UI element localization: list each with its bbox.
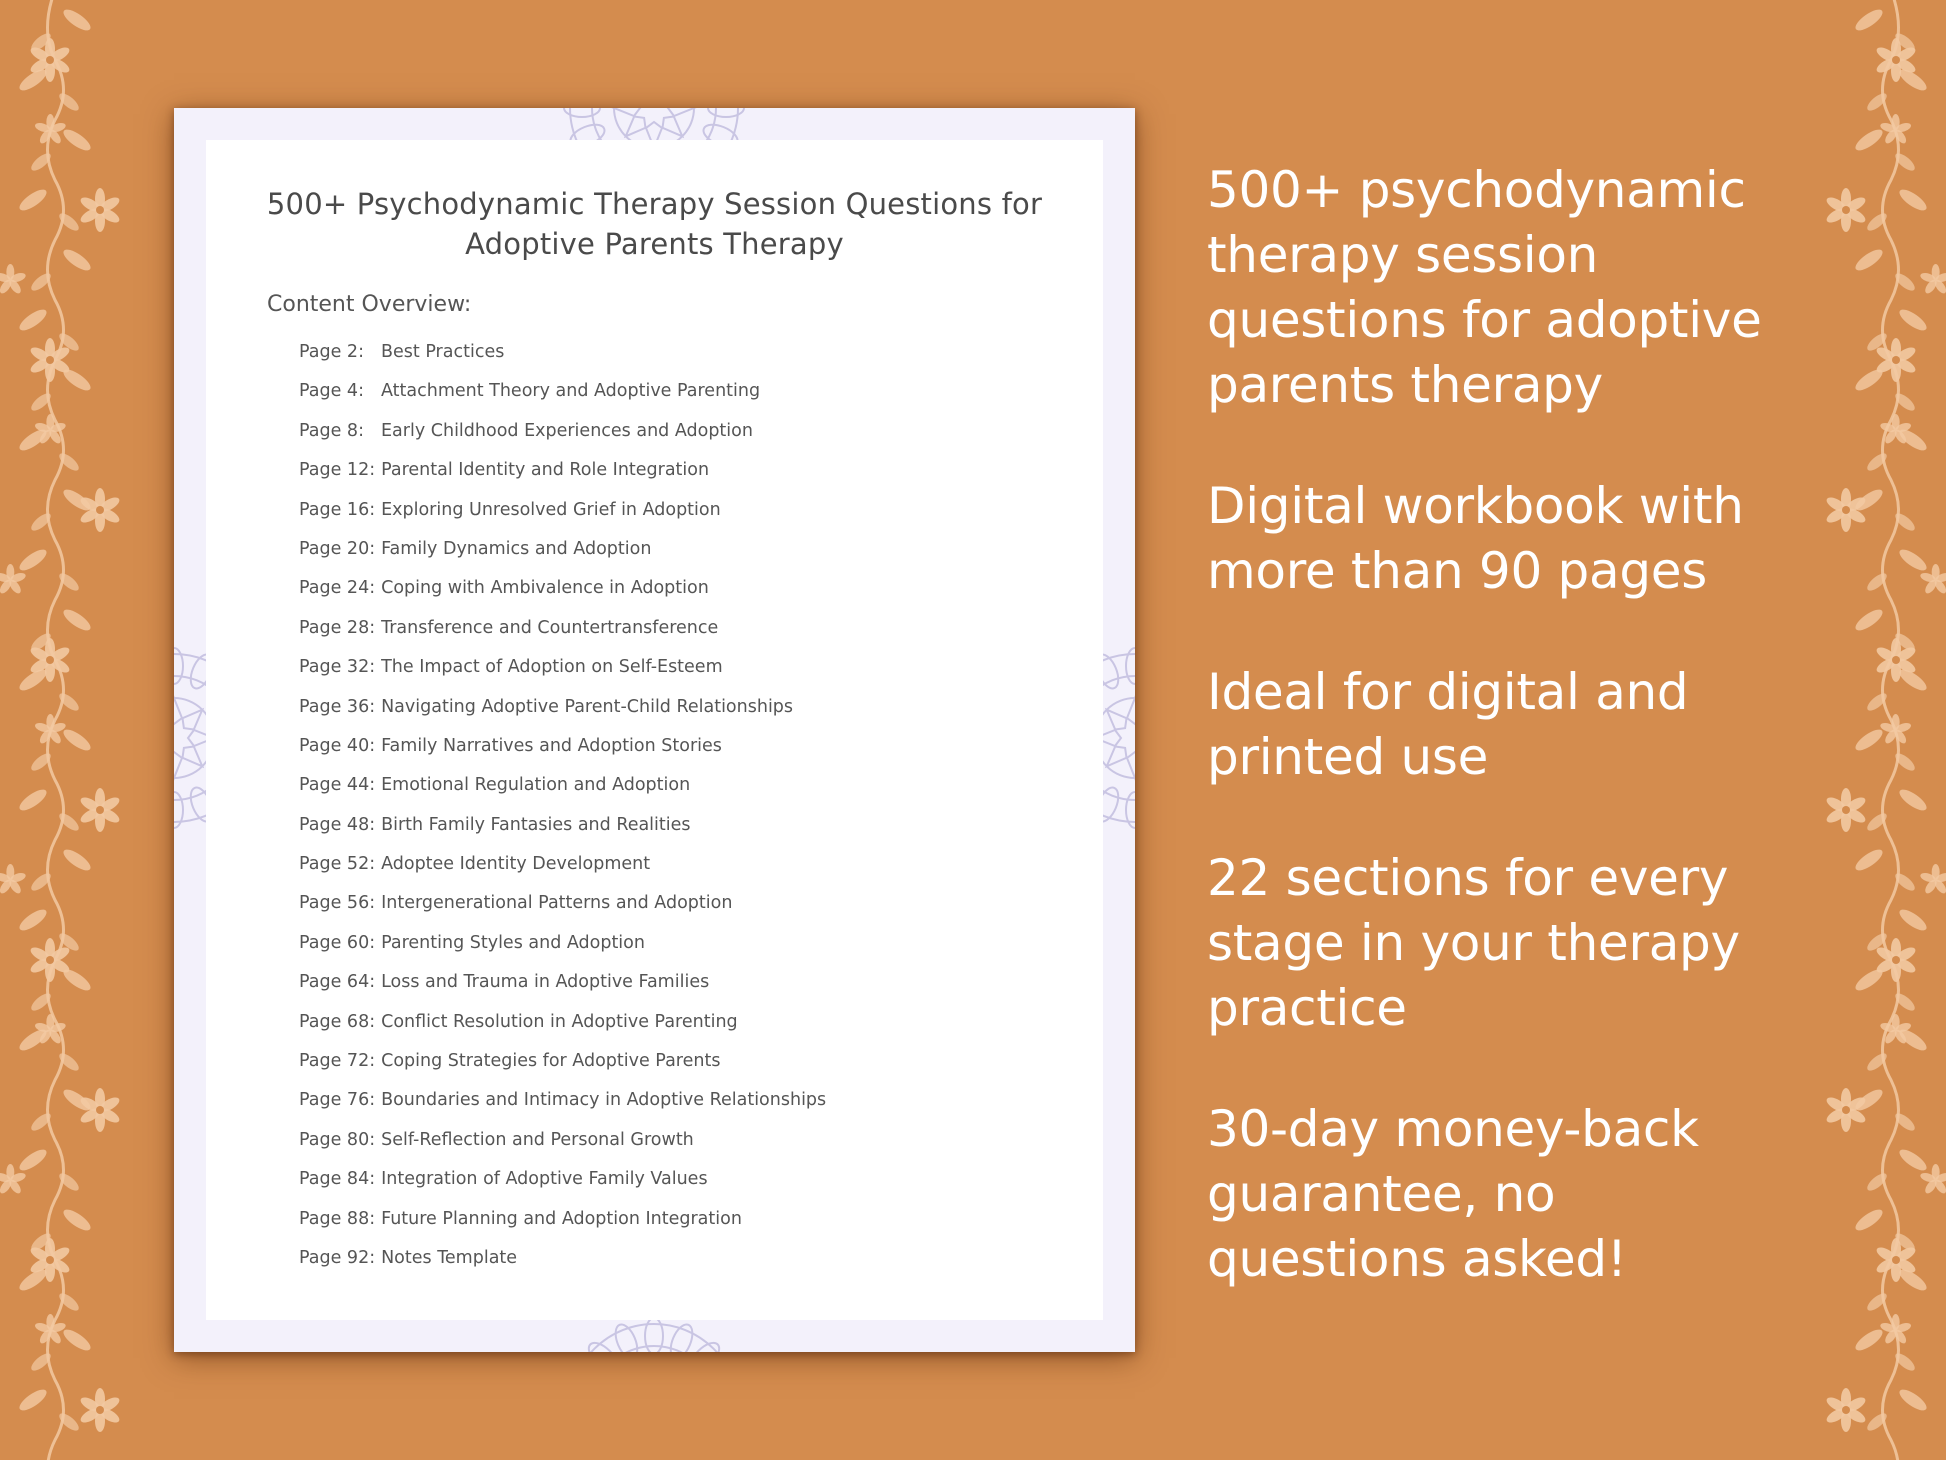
- toc-section-title: Boundaries and Intimacy in Adoptive Relationships: [381, 1090, 827, 1111]
- toc-entry: [299, 379, 826, 418]
- toc-page-number: Page 44:: [299, 775, 376, 796]
- toc-page-number: Page 48:: [299, 814, 376, 835]
- feature-text-line: Digital workbook with: [1207, 477, 1744, 535]
- toc-page-number: Page 68:: [299, 1011, 376, 1032]
- feature-text-line: stage in your therapy: [1207, 914, 1740, 972]
- toc-page-number: Page 76:: [299, 1090, 376, 1111]
- toc-section-title: Parenting Styles and Adoption: [381, 932, 645, 953]
- toc-entry: [299, 616, 826, 655]
- toc-page-number: Page 60:: [299, 932, 376, 953]
- feature-text-line: guarantee, no: [1207, 1165, 1556, 1223]
- toc-page-number: Page 84:: [299, 1169, 376, 1190]
- toc-entry: [299, 1010, 826, 1049]
- content-overview-heading: Content Overview:: [267, 292, 472, 317]
- toc-entry: [299, 970, 826, 1009]
- toc-page-number: Page 24:: [299, 578, 376, 599]
- table-of-contents: [299, 340, 826, 1285]
- toc-section-title: Navigating Adoptive Parent-Child Relationships: [381, 696, 794, 717]
- toc-section-title: Parental Identity and Role Integration: [381, 460, 710, 481]
- toc-section-title: Intergenerational Patterns and Adoption: [381, 893, 733, 914]
- toc-section-title: Coping Strategies for Adoptive Parents: [381, 1051, 721, 1072]
- toc-page-number: Page 8:: [299, 420, 364, 441]
- toc-entry: [299, 340, 826, 379]
- toc-section-title: Exploring Unresolved Grief in Adoption: [381, 499, 721, 520]
- toc-section-title: Early Childhood Experiences and Adoption: [381, 420, 753, 441]
- toc-page-number: Page 4:: [299, 381, 364, 402]
- feature-text-line: practice: [1207, 979, 1407, 1037]
- toc-page-number: Page 40:: [299, 735, 376, 756]
- toc-entry: [299, 1246, 826, 1285]
- toc-entry: [299, 537, 826, 576]
- feature-text-line: Ideal for digital and: [1207, 663, 1689, 721]
- toc-entry: [299, 931, 826, 970]
- toc-entry: [299, 695, 826, 734]
- toc-page-number: Page 52:: [299, 854, 376, 875]
- toc-section-title: Birth Family Fantasies and Realities: [381, 814, 691, 835]
- toc-entry: [299, 813, 826, 852]
- toc-entry: [299, 576, 826, 615]
- toc-page-number: Page 2:: [299, 342, 364, 362]
- toc-section-title: Emotional Regulation and Adoption: [381, 775, 691, 796]
- toc-entry: [299, 773, 826, 812]
- feature-text-block: [1207, 846, 1847, 1041]
- toc-page-number: Page 20:: [299, 538, 376, 559]
- toc-page-number: Page 16:: [299, 499, 376, 520]
- document-title-line: Adoptive Parents Therapy: [465, 227, 844, 261]
- toc-entry: [299, 891, 826, 930]
- feature-text-line: printed use: [1207, 728, 1489, 786]
- toc-page-number: Page 36:: [299, 696, 376, 717]
- toc-page-number: Page 28:: [299, 617, 376, 638]
- feature-text-line: 30-day money-back: [1207, 1100, 1699, 1158]
- feature-text-block: [1207, 474, 1847, 604]
- toc-section-title: Transference and Countertransference: [381, 617, 719, 638]
- toc-section-title: Conflict Resolution in Adoptive Parenting: [381, 1011, 738, 1032]
- floral-vine-left-icon: [0, 0, 140, 1460]
- feature-text-line: parents therapy: [1207, 356, 1603, 414]
- toc-page-number: Page 80:: [299, 1129, 376, 1150]
- feature-text-block: [1207, 158, 1847, 418]
- toc-section-title: Loss and Trauma in Adoptive Families: [381, 972, 710, 993]
- toc-entry: [299, 1207, 826, 1246]
- toc-section-title: Best Practices: [381, 342, 505, 362]
- toc-entry: [299, 1049, 826, 1088]
- feature-text-line: questions asked!: [1207, 1230, 1627, 1288]
- toc-section-title: Family Dynamics and Adoption: [381, 538, 652, 559]
- toc-page-number: Page 88:: [299, 1208, 376, 1229]
- toc-section-title: Family Narratives and Adoption Stories: [381, 735, 722, 756]
- toc-section-title: Integration of Adoptive Family Values: [381, 1169, 708, 1190]
- toc-section-title: Adoptee Identity Development: [381, 854, 651, 875]
- toc-entry: [299, 852, 826, 891]
- toc-section-title: Notes Template: [381, 1247, 518, 1268]
- toc-page-number: Page 32:: [299, 657, 376, 678]
- toc-section-title: Self-Reflection and Personal Growth: [381, 1129, 694, 1150]
- toc-entry: [299, 1128, 826, 1167]
- toc-section-title: The Impact of Adoption on Self-Esteem: [381, 657, 723, 678]
- feature-text-block: [1207, 1097, 1847, 1292]
- toc-page-number: Page 56:: [299, 893, 376, 914]
- mandala-bottom-icon: [504, 1318, 804, 1352]
- feature-text-line: 500+ psychodynamic: [1207, 161, 1746, 219]
- toc-page-number: Page 72:: [299, 1051, 376, 1072]
- document-content-area: [206, 140, 1103, 1320]
- document-page-preview: [174, 108, 1135, 1352]
- feature-text-line: 22 sections for every: [1207, 849, 1729, 907]
- toc-section-title: Coping with Ambivalence in Adoption: [381, 578, 709, 599]
- feature-text-block: [1207, 660, 1847, 790]
- toc-entry: [299, 458, 826, 497]
- toc-entry: [299, 1088, 826, 1127]
- feature-text-line: questions for adoptive: [1207, 291, 1762, 349]
- toc-section-title: Attachment Theory and Adoptive Parenting: [381, 381, 761, 402]
- feature-text-line: therapy session: [1207, 226, 1599, 284]
- toc-entry: [299, 498, 826, 537]
- document-title: [246, 184, 1063, 264]
- toc-page-number: Page 12:: [299, 460, 376, 481]
- toc-entry: [299, 1167, 826, 1206]
- toc-section-title: Future Planning and Adoption Integration: [381, 1208, 742, 1229]
- feature-text-line: more than 90 pages: [1207, 542, 1707, 600]
- document-title-line: 500+ Psychodynamic Therapy Session Questions for: [266, 187, 1043, 221]
- toc-page-number: Page 64:: [299, 972, 376, 993]
- toc-page-number: Page 92:: [299, 1247, 376, 1268]
- feature-list: [1207, 158, 1847, 1348]
- toc-entry: [299, 734, 826, 773]
- toc-entry: [299, 419, 826, 458]
- toc-entry: [299, 655, 826, 694]
